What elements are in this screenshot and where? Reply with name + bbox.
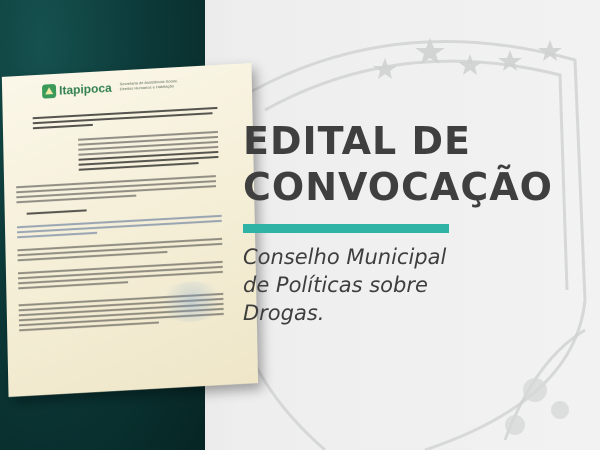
document-header [42,77,180,99]
subtitle [243,243,523,327]
subtitle-line-1: Conselho Municipal [243,245,447,269]
document-page [2,63,258,397]
title-line-1: EDITAL DE [243,119,471,163]
subtitle-line-2: de Políticas sobre [243,273,428,297]
document-logo-text: Itapipoca [58,80,112,98]
document-stamp [156,280,227,324]
document-secretaria: Secretaria de Assistência Social, Direitos Humanos e Habitação [119,78,178,92]
title-line-2: CONVOCAÇÃO [243,165,553,209]
itapipoca-logo [42,84,56,99]
subtitle-line-3: Drogas. [243,301,325,325]
headline-block [243,118,583,327]
accent-divider [243,224,449,233]
document-preview [2,63,258,397]
